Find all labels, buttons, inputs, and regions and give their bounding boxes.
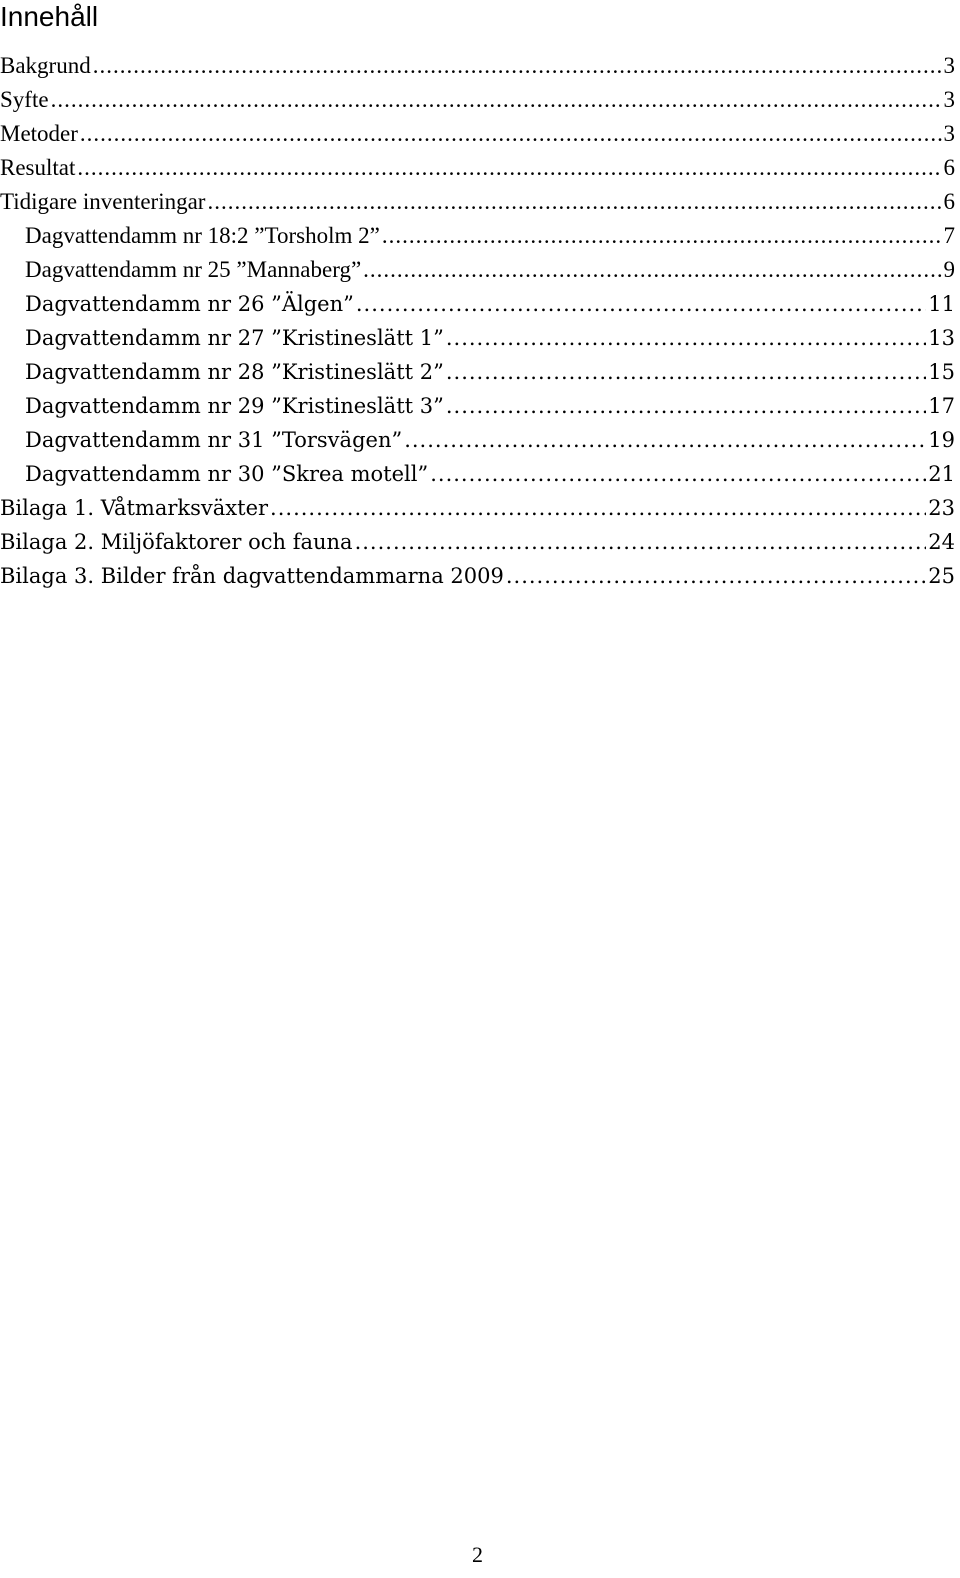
toc-dot-leader: [51, 83, 942, 117]
toc-entry-title: Dagvattendamm nr 27 ”Kristineslätt 1”: [25, 326, 444, 350]
toc-dot-leader: [93, 49, 942, 83]
toc-entry-title: Syfte: [0, 87, 49, 112]
toc-entry-title: Dagvattendamm nr 28 ”Kristineslätt 2”: [25, 360, 444, 384]
toc-entry-title: Bilaga 2. Miljöfaktorer och fauna: [0, 530, 353, 554]
toc-entry[interactable]: [0, 151, 955, 185]
toc-entry-title: Bilaga 3. Bilder från dagvattendammarna 2009: [0, 564, 504, 588]
toc-entry[interactable]: [0, 559, 955, 593]
toc-dot-leader: [446, 355, 926, 389]
toc-entry[interactable]: [0, 49, 955, 83]
toc-entry[interactable]: [0, 253, 955, 287]
toc-entry[interactable]: [0, 389, 955, 423]
toc-heading: Innehåll: [0, 1, 99, 32]
toc-dot-leader: [382, 219, 942, 253]
toc-entry[interactable]: [0, 219, 955, 253]
toc-entry[interactable]: [0, 117, 955, 151]
toc-dot-leader: [77, 151, 941, 185]
toc-entry[interactable]: [0, 287, 955, 321]
toc-dot-leader: [80, 117, 942, 151]
toc-entry[interactable]: [0, 525, 955, 559]
toc-entry-page: 6: [943, 189, 955, 214]
toc-entry[interactable]: [0, 321, 955, 355]
toc-entry-title: Dagvattendamm nr 29 ”Kristineslätt 3”: [25, 394, 444, 418]
toc-entry-title: Dagvattendamm nr 25 ”Mannaberg”: [25, 257, 362, 282]
toc-dot-leader: [363, 253, 941, 287]
toc-dot-leader: [355, 525, 927, 559]
toc-dot-leader: [446, 389, 926, 423]
toc-dot-leader: [404, 423, 926, 457]
toc-entry-page: 3: [943, 87, 955, 112]
toc-entry[interactable]: [0, 355, 955, 389]
toc-entry[interactable]: [0, 423, 955, 457]
toc-entry[interactable]: [0, 457, 955, 491]
toc-entry-page: 23: [928, 496, 955, 520]
toc-entry-title: Dagvattendamm nr 30 ”Skrea motell”: [25, 462, 429, 486]
toc-entry-title: Tidigare inventeringar: [0, 189, 206, 214]
toc-dot-leader: [270, 491, 926, 525]
toc-entry-page: 24: [928, 530, 955, 554]
toc-dot-leader: [446, 321, 926, 355]
toc-entry-title: Dagvattendamm nr 18:2 ”Torsholm 2”: [25, 223, 380, 248]
toc-entry-page: 15: [928, 360, 955, 384]
toc-entry-page: 3: [943, 53, 955, 78]
toc-entry[interactable]: [0, 491, 955, 525]
toc-entry-page: 7: [943, 223, 955, 248]
toc-entry-page: 9: [943, 257, 955, 282]
toc-entry-page: 25: [928, 564, 955, 588]
table-of-contents: [0, 49, 955, 593]
toc-entry-page: 3: [943, 121, 955, 146]
page-number: 2: [472, 1542, 483, 1567]
toc-entry-title: Metoder: [0, 121, 78, 146]
toc-entry-page: 17: [928, 394, 955, 418]
toc-entry-page: 21: [928, 462, 955, 486]
toc-entry-title: Bakgrund: [0, 53, 91, 78]
toc-entry-title: Dagvattendamm nr 26 ”Älgen”: [25, 292, 354, 316]
toc-entry-title: Resultat: [0, 155, 76, 180]
toc-dot-leader: [207, 185, 941, 219]
toc-dot-leader: [506, 559, 926, 593]
toc-entry-title: Bilaga 1. Våtmarksväxter: [0, 496, 269, 520]
toc-entry-page: 13: [928, 326, 955, 350]
toc-entry-title: Dagvattendamm nr 31 ”Torsvägen”: [25, 428, 403, 452]
toc-entry-page: 11: [928, 292, 955, 316]
toc-dot-leader: [430, 457, 926, 491]
toc-entry[interactable]: [0, 185, 955, 219]
toc-dot-leader: [356, 287, 926, 321]
toc-entry-page: 19: [928, 428, 955, 452]
toc-entry[interactable]: [0, 83, 955, 117]
toc-entry-page: 6: [943, 155, 955, 180]
